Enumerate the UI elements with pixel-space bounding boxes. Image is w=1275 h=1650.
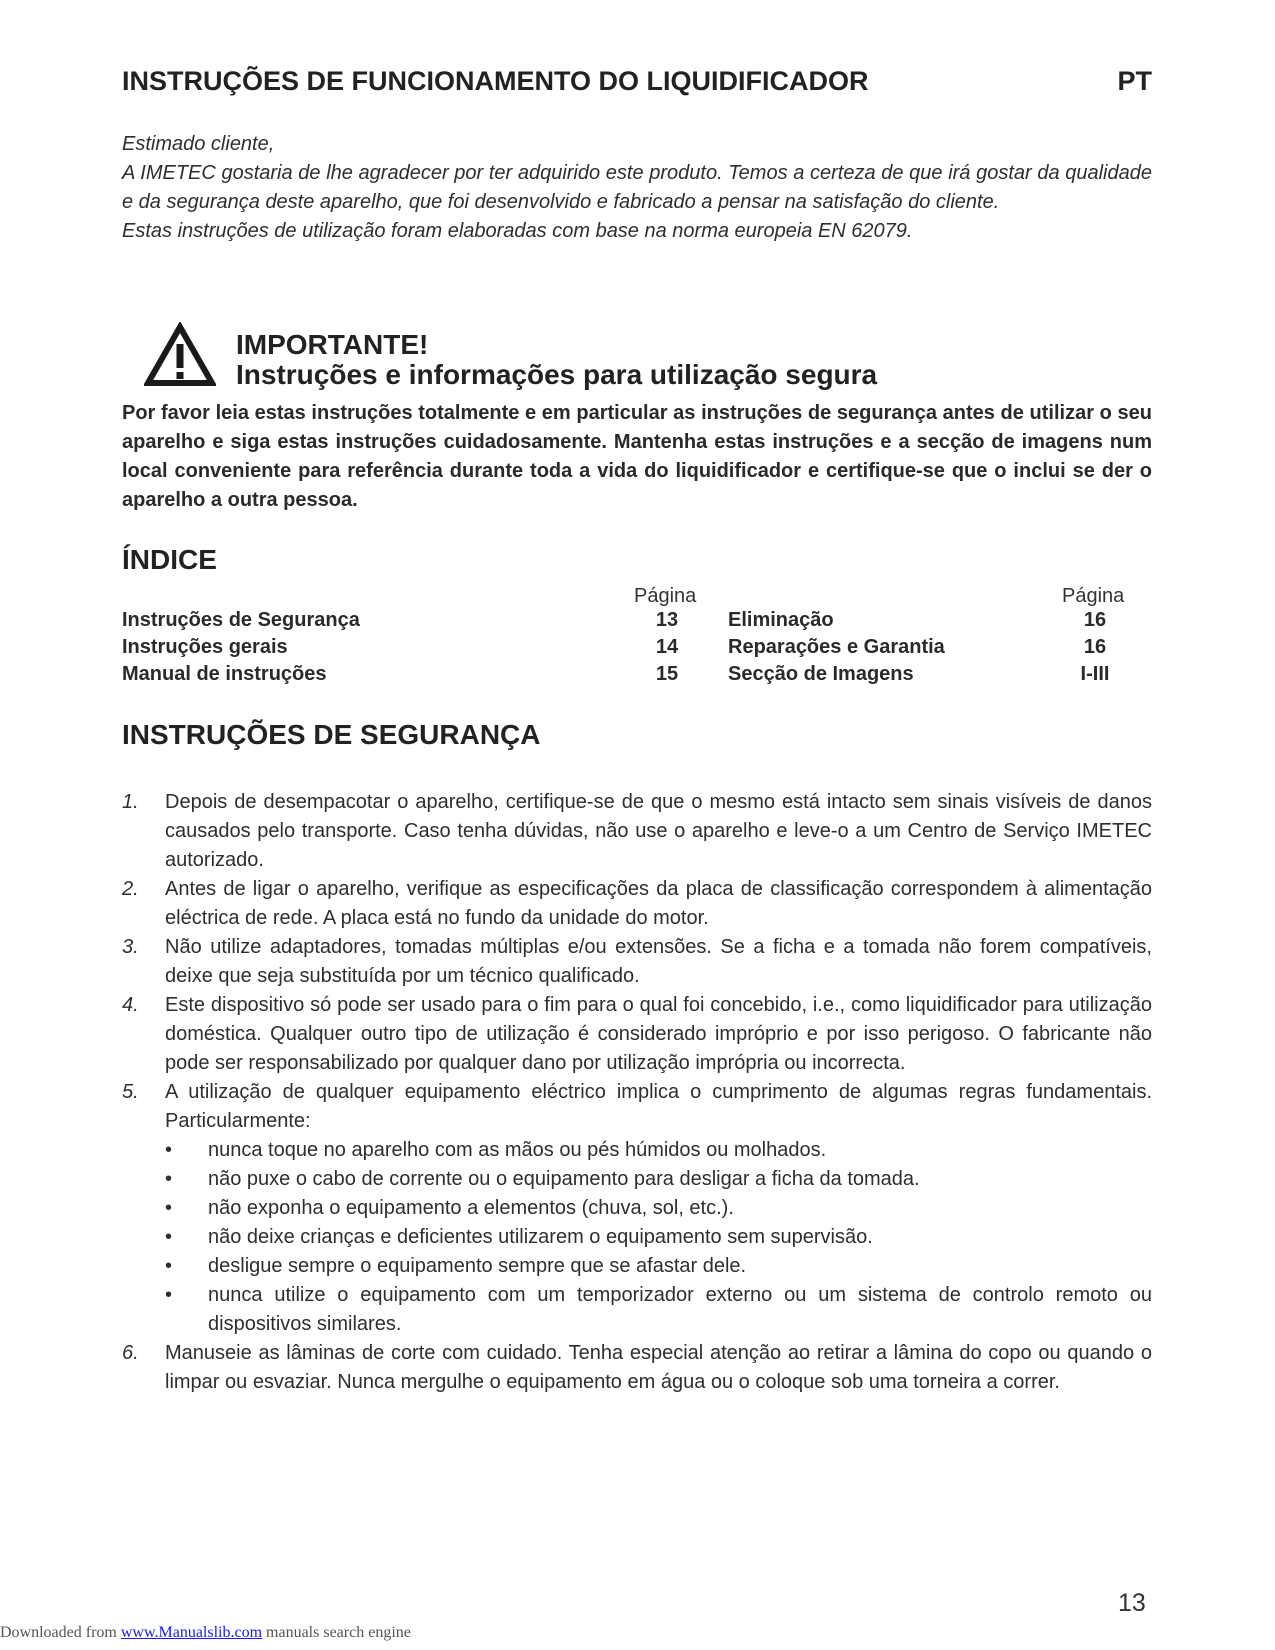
intro-section — [122, 130, 1152, 246]
list-text: A utilização de qualquer equipamento eléctrico implica o cumprimento de algumas regras fundamentais. Particularmente: — [165, 1081, 1152, 1132]
sub-list-item — [165, 1165, 1152, 1194]
bullet-icon: • — [165, 1197, 173, 1219]
document-title: INSTRUÇÕES DE FUNCIONAMENTO DO LIQUIDIFICADOR — [122, 66, 869, 96]
list-item — [122, 788, 1152, 875]
sub-list-item — [165, 1136, 1152, 1165]
list-text: Depois de desempacotar o aparelho, certifique-se de que o mesmo está intacto sem sinais visíveis de danos causados pelo transporte. Caso tenha dúvidas, não use o aparelho e leve-o a um Centro de Serviço IMETEC autorizado. — [165, 791, 1152, 871]
bullet-icon: • — [165, 1226, 173, 1248]
footer-suffix: manuals search engine — [262, 1624, 411, 1641]
list-text: Este dispositivo só pode ser usado para o fim para o qual foi concebido, i.e., como liquidificador para utilização doméstica. Qualquer outro tipo de utilização é considerado impróprio e por isso perigoso. O fabricante não pode ser responsabilizado por qualquer dano por utilização imprópria ou incorrecta. — [165, 994, 1152, 1074]
warning-triangle-icon — [144, 322, 216, 388]
safety-list — [122, 788, 1152, 1397]
list-item — [122, 991, 1152, 1078]
toc-page: 16 — [1083, 609, 1107, 631]
list-number: 1. — [122, 791, 139, 813]
warning-subtitle: Instruções e informações para utilização segura — [236, 359, 878, 390]
sub-list-text: não deixe crianças e deficientes utilizarem o equipamento sem supervisão. — [208, 1226, 873, 1248]
sub-list-text: desligue sempre o equipamento sempre que se afastar dele. — [208, 1255, 747, 1277]
list-number: 3. — [122, 936, 139, 958]
toc-item: Instruções gerais — [122, 636, 288, 658]
toc-item: Eliminação — [728, 609, 834, 631]
sub-list-item — [165, 1281, 1152, 1339]
toc-item: Manual de instruções — [122, 663, 327, 685]
sub-list-item — [165, 1194, 1152, 1223]
page-number: 13 — [1118, 1589, 1146, 1617]
toc-page: I-III — [1080, 663, 1110, 685]
list-number: 6. — [122, 1342, 139, 1364]
toc-page: 15 — [655, 663, 679, 685]
toc-item: Secção de Imagens — [728, 663, 914, 685]
toc-page: 16 — [1083, 636, 1107, 658]
list-text: Manuseie as lâminas de corte com cuidado. Tenha especial atenção ao retirar a lâmina do copo ou quando o limpar ou esvaziar. Nunca mergulhe o equipamento em água ou o coloque sob uma torneira a correr. — [165, 1342, 1152, 1393]
sub-list-text: não exponha o equipamento a elementos (chuva, sol, etc.). — [208, 1197, 734, 1219]
toc-page: 13 — [655, 609, 679, 631]
bullet-icon: • — [165, 1284, 173, 1306]
intro-paragraph: A IMETEC gostaria de lhe agradecer por ter adquirido este produto. Temos a certeza de que irá gostar da qualidade e da segurança deste aparelho, que foi desenvolvido e fabricado a pensar na satisfação do cliente. — [122, 162, 1152, 213]
warning-heading — [236, 330, 877, 390]
sub-list-item — [165, 1223, 1152, 1252]
intro-norm: Estas instruções de utilização foram elaboradas com base na norma europeia EN 62079. — [122, 220, 913, 242]
index-title: ÍNDICE — [122, 544, 217, 575]
toc-item: Instruções de Segurança — [122, 609, 360, 631]
sub-list — [165, 1136, 1152, 1339]
list-text: Antes de ligar o aparelho, verifique as especificações da placa de classificação correspondem à alimentação eléctrica de rede. A placa está no fundo da unidade do motor. — [165, 878, 1152, 929]
bullet-icon: • — [165, 1168, 173, 1190]
warning-text: Por favor leia estas instruções totalmente e em particular as instruções de segurança antes de utilizar o seu aparelho e siga estas instruções cuidadosamente. Mantenha estas instruções e a secção de imagens num local conveniente para referência durante toda a vida do liquidificador e certifique-se que o inclui se der o aparelho a outra pessoa. — [122, 402, 1152, 511]
footer — [0, 1624, 411, 1642]
bullet-icon: • — [165, 1139, 173, 1161]
toc-page: 14 — [655, 636, 679, 658]
sub-list-text: nunca toque no aparelho com as mãos ou pés húmidos ou molhados. — [208, 1139, 827, 1161]
list-item — [122, 1078, 1152, 1339]
list-number: 4. — [122, 994, 139, 1016]
toc-page-header-left: Página — [634, 585, 697, 607]
list-item — [122, 933, 1152, 991]
sub-list-text: nunca utilize o equipamento com um temporizador externo ou um sistema de controlo remoto ou dispositivos similares. — [208, 1284, 1152, 1335]
warning-title: IMPORTANTE! — [236, 329, 429, 360]
footer-link[interactable]: www.Manualslib.com — [120, 1624, 263, 1641]
safety-title: INSTRUÇÕES DE SEGURANÇA — [122, 719, 541, 750]
list-number: 2. — [122, 878, 139, 900]
intro-greeting: Estimado cliente, — [122, 133, 275, 155]
footer-prefix: Downloaded from — [0, 1624, 121, 1641]
language-code: PT — [1117, 66, 1152, 96]
page-title — [122, 66, 1152, 97]
toc-item: Reparações e Garantia — [728, 636, 945, 658]
list-item — [122, 875, 1152, 933]
bullet-icon: • — [165, 1255, 173, 1277]
toc-page-header-right: Página — [1062, 585, 1125, 607]
list-text: Não utilize adaptadores, tomadas múltiplas e/ou extensões. Se a ficha e a tomada não forem compatíveis, deixe que seja substituída por um técnico qualificado. — [165, 936, 1152, 987]
list-number: 5. — [122, 1081, 139, 1103]
sub-list-item — [165, 1252, 1152, 1281]
list-item — [122, 1339, 1152, 1397]
sub-list-text: não puxe o cabo de corrente ou o equipamento para desligar a ficha da tomada. — [208, 1168, 920, 1190]
